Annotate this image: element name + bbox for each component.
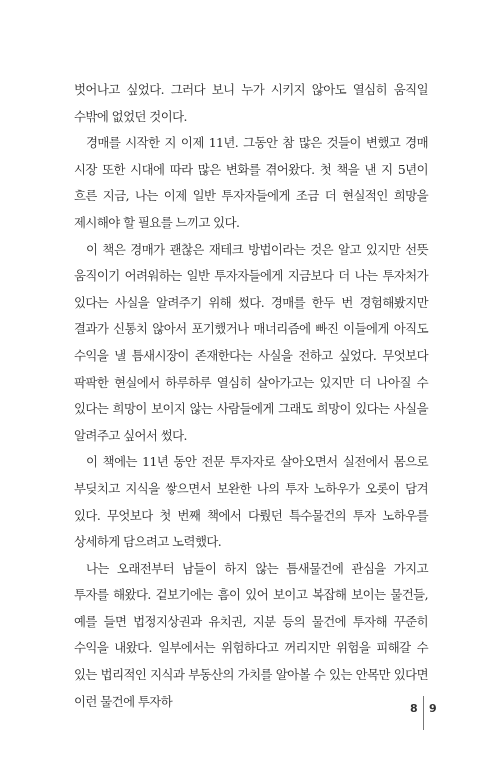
paragraph: 나는 오래전부터 남들이 하지 않는 틈새물건에 관심을 가지고 투자를 해왔다. 겉보기에는 흠이 있어 보이고 복잡해 보이는 물건들, 예를 들면 법정지상권과 유치권, 지분 등의 물건에 투자해 꾸준히 수익을 내왔다. 일부에서는 위험하다고 꺼리지만 위험을 피해갈 수 있는 법리적인 지식과 부동산의 가치를 알아볼 수 있는 안목만 있다면 이런 물건에 투자하 [74,560,428,709]
paragraph: 이 책에는 11년 동안 전문 투자자로 살아오면서 실전에서 몸으로 부딪치고 지식을 쌓으면서 보완한 나의 투자 노하우가 오롯이 담겨 있다. 무엇보다 첫 번째 책에서 다뤘던 특수물건의 투자 노하우를 상세하게 담으려고 노력했다. [74,454,428,550]
page-number [410,702,450,742]
paragraph: 이 책은 경매가 괜찮은 재테크 방법이라는 것은 알고 있지만 선뜻 움직이기 어려워하는 일반 투자자들에게 지금보다 더 나는 투자처가 있다는 사실을 알려주기 위해 썼다. 경매를 한두 번 경험해봤지만 결과가 신통치 않아서 포기했거나 매너리즘에 빠진 이들에게 아직도 수익을 낼 틈새시장이 존재한다는 사실을 전하고 싶었다. 무엇보다 팍팍한 현실에서 하루하루 열심히 살아가고는 있지만 더 나아질 수 있다는 희망이 보이지 않는 사람들에게 그래도 희망이 있다는 사실을 알려주고 싶어서 썼다. [74,241,428,443]
page-number-left: 8 [410,702,418,715]
page-number-right: 9 [429,702,437,715]
paragraph: 벗어나고 싶었다. 그러다 보니 누가 시키지 않아도 열심히 움직일 수밖에 없었던 것이다. [74,82,428,124]
paragraph: 경매를 시작한 지 이제 11년. 그동안 참 많은 것들이 변했고 경매 시장 또한 시대에 따라 많은 변화를 겪어왔다. 첫 책을 낸 지 5년이 흐른 지금, 나는 이제 일반 투자자들에게 조금 더 현실적인 희망을 제시해야 할 필요를 느끼고 있다. [74,135,428,230]
body-text [74,77,428,715]
folio-divider [423,696,424,730]
